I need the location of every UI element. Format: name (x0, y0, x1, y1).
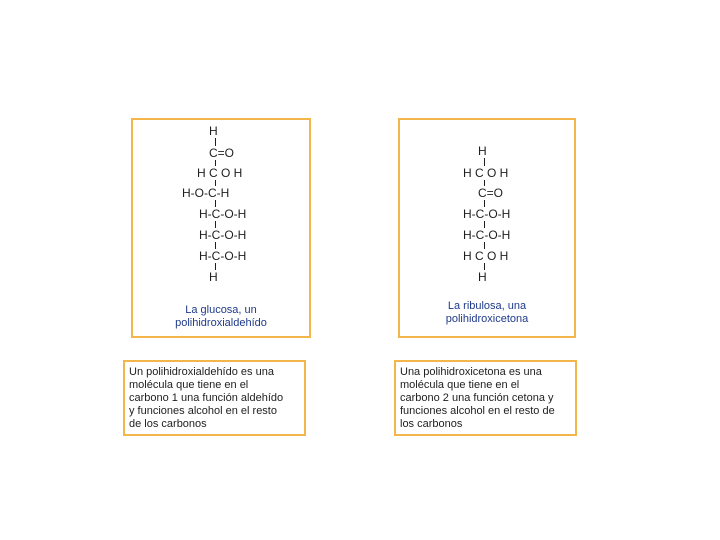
glucose-row-7: H-C-O-H (199, 249, 247, 263)
ribulose-row-6: H C O H (463, 249, 509, 263)
ribulose-bond (484, 221, 485, 228)
aldehyde-definition-text: Un polihidroxialdehído es una molécula que tiene en el carbono 1 una función aldehído y funciones alcohol en el resto de los carbonos (129, 366, 284, 430)
glucose-row-4: H-O-C-H (182, 186, 230, 200)
ribulose-row-3: C=O (478, 186, 504, 200)
glucose-bond (215, 263, 216, 270)
glucose-row-3: H C O H (197, 166, 243, 180)
ribulose-row-1: H (478, 144, 487, 158)
ketone-definition-text: Una polihidroxicetona es una molécula que tiene en el carbono 2 una función cetona y funciones alcohol en el resto de los carbonos (400, 366, 555, 430)
aldehyde-definition-box (123, 360, 306, 436)
ribulose-row-4: H-C-O-H (463, 207, 511, 221)
glucose-bond (215, 200, 216, 207)
ribulose-structure-panel (398, 118, 576, 338)
ribulose-bond (484, 242, 485, 249)
glucose-bond (215, 242, 216, 249)
glucose-row-1: H (209, 124, 218, 138)
ribulose-bond (484, 200, 485, 207)
ribulose-caption: La ribulosa, una polihidroxicetona (445, 300, 529, 325)
ketone-definition-box (394, 360, 577, 436)
glucose-caption: La glucosa, un polihidroxialdehído (175, 304, 267, 329)
ribulose-bond (484, 158, 485, 166)
ribulose-row-7: H (478, 270, 487, 284)
glucose-row-8: H (209, 270, 218, 284)
glucose-bond (215, 221, 216, 228)
ribulose-bond (484, 263, 485, 270)
glucose-row-5: H-C-O-H (199, 207, 247, 221)
glucose-row-2: C=O (209, 146, 235, 160)
ribulose-row-2: H C O H (463, 166, 509, 180)
glucose-row-6: H-C-O-H (199, 228, 247, 242)
glucose-bond (215, 138, 216, 146)
ribulose-row-5: H-C-O-H (463, 228, 511, 242)
glucose-structure-panel (131, 118, 311, 338)
